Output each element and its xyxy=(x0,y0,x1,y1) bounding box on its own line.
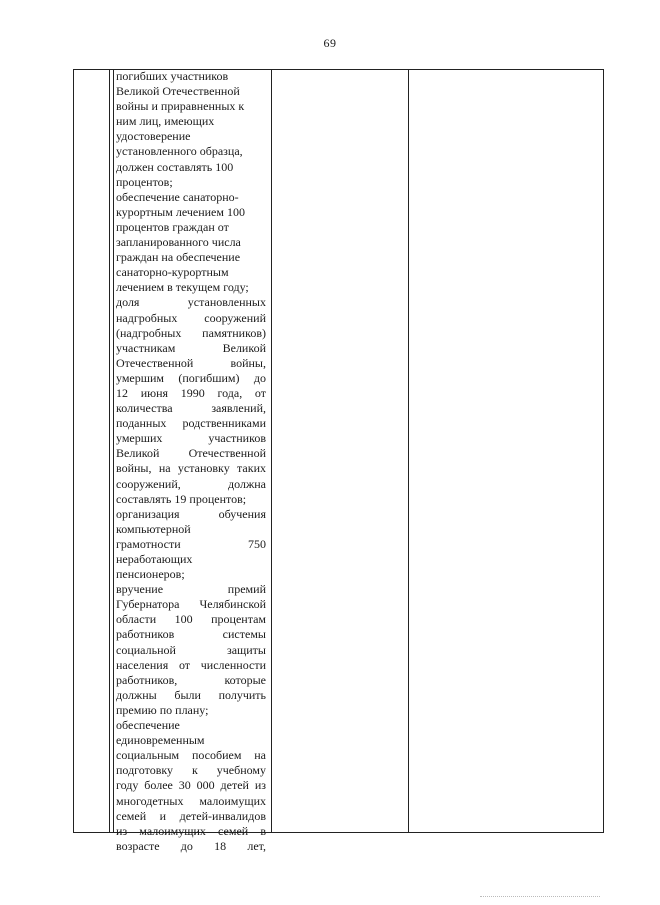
cell-line: Великой Отечественной xyxy=(116,446,266,461)
cell-line: подготовку к учебному xyxy=(116,763,266,778)
cell-line: умершим (погибшим) до xyxy=(116,370,266,385)
cell-line: населения от численности xyxy=(116,657,266,672)
table-cell-text xyxy=(116,69,266,853)
cell-line: должны были получить xyxy=(116,687,266,702)
cell-line: поданных родственниками xyxy=(116,416,266,431)
column-divider-1 xyxy=(109,70,110,832)
column-divider-2 xyxy=(113,70,114,832)
cell-line: из малоимущих семей в xyxy=(116,823,266,838)
cell-line: лечением в текущем году; xyxy=(116,280,249,295)
cell-line: запланированного числа xyxy=(116,235,241,250)
cell-line: 12 июня 1990 года, от xyxy=(116,385,266,400)
cell-line: войны, на установку таких xyxy=(116,461,266,476)
cell-line: грамотности 750 xyxy=(116,536,266,551)
cell-line: (надгробных памятников) xyxy=(116,325,266,340)
cell-line: ним лиц, имеющих xyxy=(116,114,215,129)
cell-line: работников, которые xyxy=(116,672,266,687)
cell-line: процентов; xyxy=(116,174,173,189)
cell-line: пенсионеров; xyxy=(116,567,185,582)
cell-line: умерших участников xyxy=(116,431,266,446)
cell-line: социальным пособием на xyxy=(116,748,266,763)
page-number: 69 xyxy=(323,36,337,50)
cell-line: сооружений, должна xyxy=(116,476,266,491)
cell-line: участникам Великой xyxy=(116,340,266,355)
cell-line: граждан на обеспечение xyxy=(116,250,241,265)
cell-line: количества заявлений, xyxy=(116,401,266,416)
cell-line: санаторно-курортным xyxy=(116,265,229,280)
cell-line: области 100 процентам xyxy=(116,612,266,627)
cell-line: работников системы xyxy=(116,627,266,642)
cell-line: удостоверение xyxy=(116,129,191,144)
cell-line: обеспечение санаторно- xyxy=(116,189,239,204)
cell-line: вручение премий xyxy=(116,582,266,597)
scan-artifact xyxy=(480,896,600,899)
cell-line: составлять 19 процентов; xyxy=(116,491,247,506)
cell-line: войны и приравненных к xyxy=(116,99,245,114)
cell-line: Губернатора Челябинской xyxy=(116,597,266,612)
cell-line: возрасте до 18 лет, xyxy=(116,838,266,853)
cell-line: организация обучения xyxy=(116,506,266,521)
cell-line: Великой Отечественной xyxy=(116,84,240,99)
cell-line: курортным лечением 100 xyxy=(116,204,245,219)
cell-line: единовременным xyxy=(116,733,205,748)
cell-line: многодетных малоимущих xyxy=(116,793,266,808)
cell-line: Отечественной войны, xyxy=(116,355,266,370)
cell-line: процентов граждан от xyxy=(116,219,229,234)
column-divider-4 xyxy=(408,70,409,832)
cell-line: погибших участников xyxy=(116,69,229,83)
cell-line: семей и детей-инвалидов xyxy=(116,808,266,823)
cell-line: социальной защиты xyxy=(116,642,266,657)
cell-line: должен составлять 100 xyxy=(116,159,234,174)
cell-line: премию по плану; xyxy=(116,702,209,717)
cell-line: обеспечение xyxy=(116,718,180,733)
cell-line: году более 30 000 детей из xyxy=(116,778,266,793)
cell-line: доля установленных xyxy=(116,295,266,310)
cell-line: неработающих xyxy=(116,552,193,566)
column-divider-3 xyxy=(271,70,272,832)
cell-line: установленного образца, xyxy=(116,144,243,159)
cell-line: компьютерной xyxy=(116,521,191,536)
cell-line: надгробных сооружений xyxy=(116,310,266,325)
